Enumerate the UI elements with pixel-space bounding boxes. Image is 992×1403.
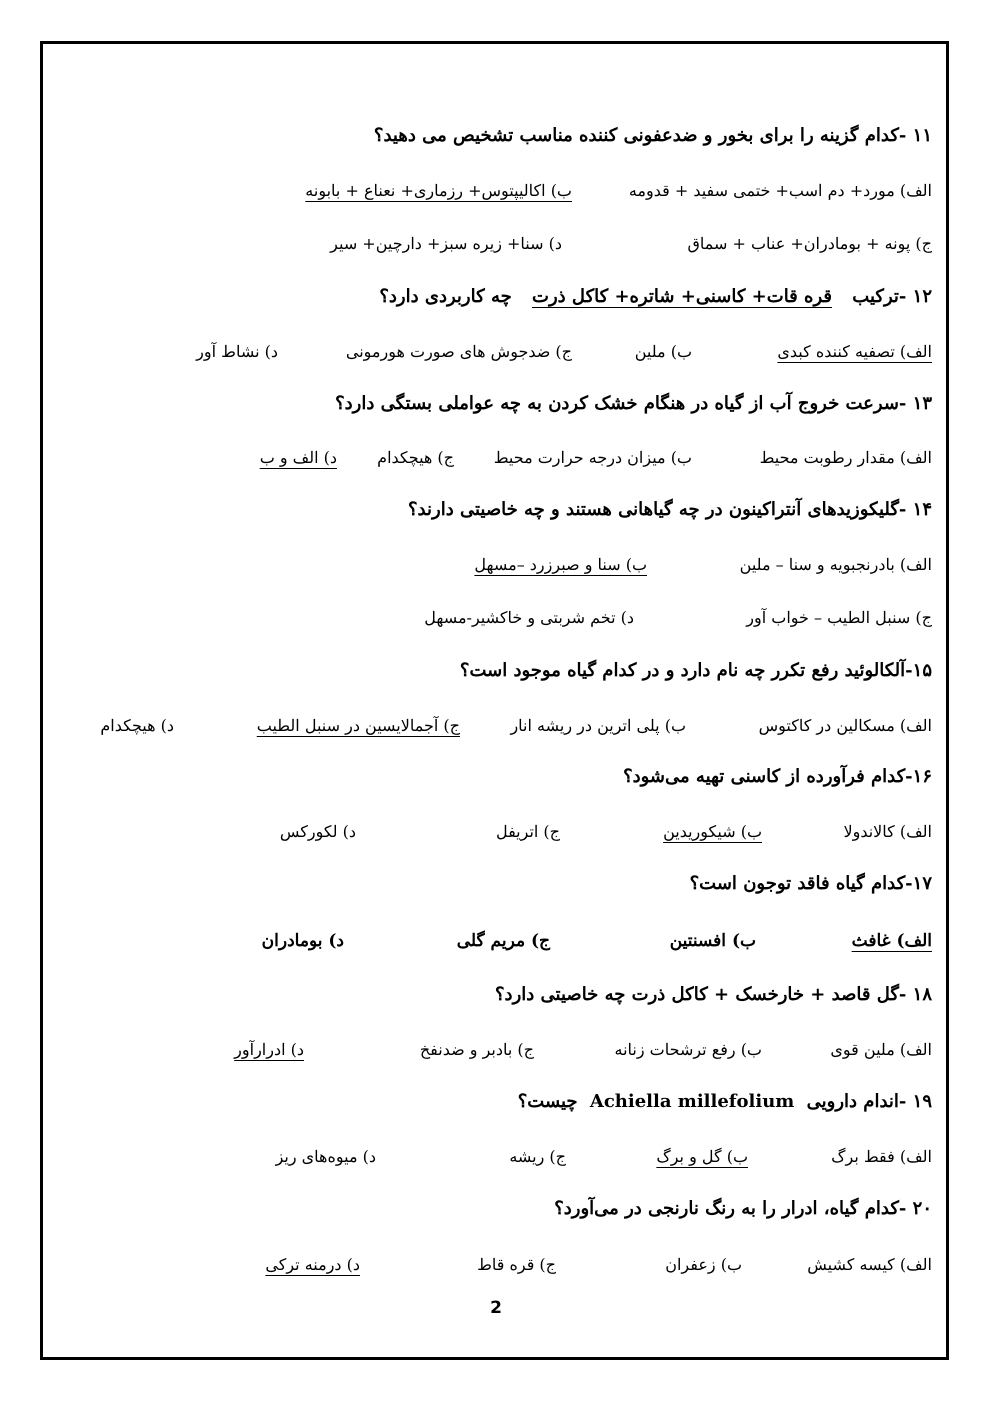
q12-option-c[interactable]: ج) ضدجوش های صورت هورمونی bbox=[345, 342, 572, 361]
q12-text-end: چه کاربردی دارد؟ bbox=[379, 286, 512, 307]
q19-option-c[interactable]: ج) ریشه bbox=[509, 1147, 566, 1166]
q16-options-row bbox=[0, 817, 992, 847]
question-18: ۱۸ -گل قاصد + خارخسک + کاکل ذرت چه خاصیتی دارد؟ bbox=[495, 984, 932, 1005]
q14-options-row-2 bbox=[0, 603, 992, 633]
q16-option-a[interactable]: الف) کالاندولا bbox=[843, 822, 932, 841]
q19-option-b[interactable]: ب) گل و برگ bbox=[656, 1147, 748, 1166]
q19-text-start: ۱۹ -اندام دارویی bbox=[806, 1091, 932, 1112]
q14-option-b[interactable]: ب) سنا و صبرزرد –مسهل bbox=[474, 555, 647, 574]
q16-option-d[interactable]: د) لکورکس bbox=[279, 822, 356, 841]
q14-option-a[interactable]: الف) بادرنجبویه و سنا – ملین bbox=[739, 555, 932, 574]
q15-option-d[interactable]: د) هیچکدام bbox=[100, 716, 174, 735]
q12-option-d[interactable]: د) نشاط آور bbox=[196, 342, 278, 361]
q18-option-d[interactable]: د) ادرارآور bbox=[234, 1040, 304, 1059]
q14-option-d[interactable]: د) تخم شربتی و خاکشیر-مسهل bbox=[424, 608, 634, 627]
q12-option-b[interactable]: ب) ملین bbox=[634, 342, 692, 361]
q20-option-a[interactable]: الف) کیسه کشیش bbox=[807, 1255, 932, 1274]
q20-option-b[interactable]: ب) زعفران bbox=[665, 1255, 742, 1274]
q11-option-a[interactable]: الف) مورد+ دم اسب+ ختمی سفید + قدومه bbox=[628, 181, 932, 200]
q15-option-b[interactable]: ب) پلی اترین در ریشه انار bbox=[510, 716, 686, 735]
q11-option-b[interactable]: ب) اکالیپتوس+ رزماری+ نعناع + بابونه bbox=[305, 181, 572, 200]
q15-options-row bbox=[0, 711, 992, 741]
question-12 bbox=[0, 282, 992, 312]
q19-text-end: چیست؟ bbox=[517, 1091, 578, 1112]
q11-option-c[interactable]: ج) پونه + بومادران+ عناب + سماق bbox=[687, 234, 932, 253]
q11-options-row-2 bbox=[0, 229, 992, 259]
q17-option-a[interactable]: الف) غافث bbox=[851, 931, 932, 951]
q14-options-row-1 bbox=[0, 550, 992, 580]
q14-option-c[interactable]: ج) سنبل الطیب – خواب آور bbox=[746, 608, 932, 627]
q17-option-c[interactable]: ج) مریم گلی bbox=[456, 931, 550, 951]
question-19 bbox=[0, 1087, 992, 1117]
question-11: ۱۱ -کدام گزینه را برای بخور و ضدعفونی کننده مناسب تشخیص می دهید؟ bbox=[373, 125, 932, 146]
q19-options-row bbox=[0, 1142, 992, 1172]
q19-option-d[interactable]: د) میوه‌های ریز bbox=[275, 1147, 376, 1166]
q15-option-a[interactable]: الف) مسکالین در کاکتوس bbox=[758, 716, 932, 735]
q13-option-b[interactable]: ب) میزان درجه حرارت محیط bbox=[493, 448, 692, 467]
q19-option-a[interactable]: الف) فقط برگ bbox=[831, 1147, 932, 1166]
q20-options-row bbox=[0, 1250, 992, 1280]
q11-options-row-1 bbox=[0, 176, 992, 206]
q19-latin-name: Achiella millefolium bbox=[589, 1091, 795, 1112]
q18-option-c[interactable]: ج) بادبر و ضدنفخ bbox=[419, 1040, 534, 1059]
q11-option-d[interactable]: د) سنا+ زیره سبز+ دارچین+ سیر bbox=[330, 234, 562, 253]
question-13: ۱۳ -سرعت خروج آب از گیاه در هنگام خشک کردن به چه عواملی بستگی دارد؟ bbox=[335, 393, 932, 414]
q12-text-start: ۱۲ -ترکیب bbox=[852, 286, 932, 307]
q13-option-c[interactable]: ج) هیچکدام bbox=[377, 448, 454, 467]
q17-options-row bbox=[0, 926, 992, 956]
question-20: ۲۰ -کدام گیاه، ادرار را به رنگ نارنجی در می‌آورد؟ bbox=[554, 1198, 932, 1219]
q13-options-row bbox=[0, 443, 992, 473]
q12-underlined-compound: قره قات+ کاسنی+ شاتره+ کاکل ذرت bbox=[532, 286, 833, 307]
q13-option-d[interactable]: د) الف و ب bbox=[259, 448, 337, 467]
q20-option-d[interactable]: د) درمنه ترکی bbox=[265, 1255, 360, 1274]
question-17: ۱۷-کدام گیاه فاقد توجون است؟ bbox=[689, 873, 932, 894]
q20-option-c[interactable]: ج) قره قاط bbox=[477, 1255, 556, 1274]
q16-option-c[interactable]: ج) اتریفل bbox=[495, 822, 560, 841]
q12-option-a[interactable]: الف) تصفیه کننده کبدی bbox=[777, 342, 932, 361]
question-15: ۱۵-آلکالوئید رفع تکرر چه نام دارد و در کدام گیاه موجود است؟ bbox=[459, 660, 932, 681]
page-number: 2 bbox=[490, 1298, 502, 1318]
question-16: ۱۶-کدام فرآورده از کاسنی تهیه می‌شود؟ bbox=[623, 766, 932, 787]
q17-option-b[interactable]: ب) افسنتین bbox=[669, 931, 756, 951]
q12-options-row bbox=[0, 337, 992, 367]
q16-option-b[interactable]: ب) شیکوریدین bbox=[663, 822, 762, 841]
question-14: ۱۴ -گلیکوزیدهای آنتراکینون در چه گیاهانی هستند و چه خاصیتی دارند؟ bbox=[408, 499, 932, 520]
q17-option-d[interactable]: د) بومادران bbox=[261, 931, 344, 951]
q18-options-row bbox=[0, 1035, 992, 1065]
q18-option-b[interactable]: ب) رفع ترشحات زنانه bbox=[614, 1040, 762, 1059]
q18-option-a[interactable]: الف) ملین قوی bbox=[830, 1040, 932, 1059]
q15-option-c[interactable]: ج) آجمالایسین در سنبل الطیب bbox=[256, 716, 460, 735]
q13-option-a[interactable]: الف) مقدار رطوبت محیط bbox=[759, 448, 932, 467]
